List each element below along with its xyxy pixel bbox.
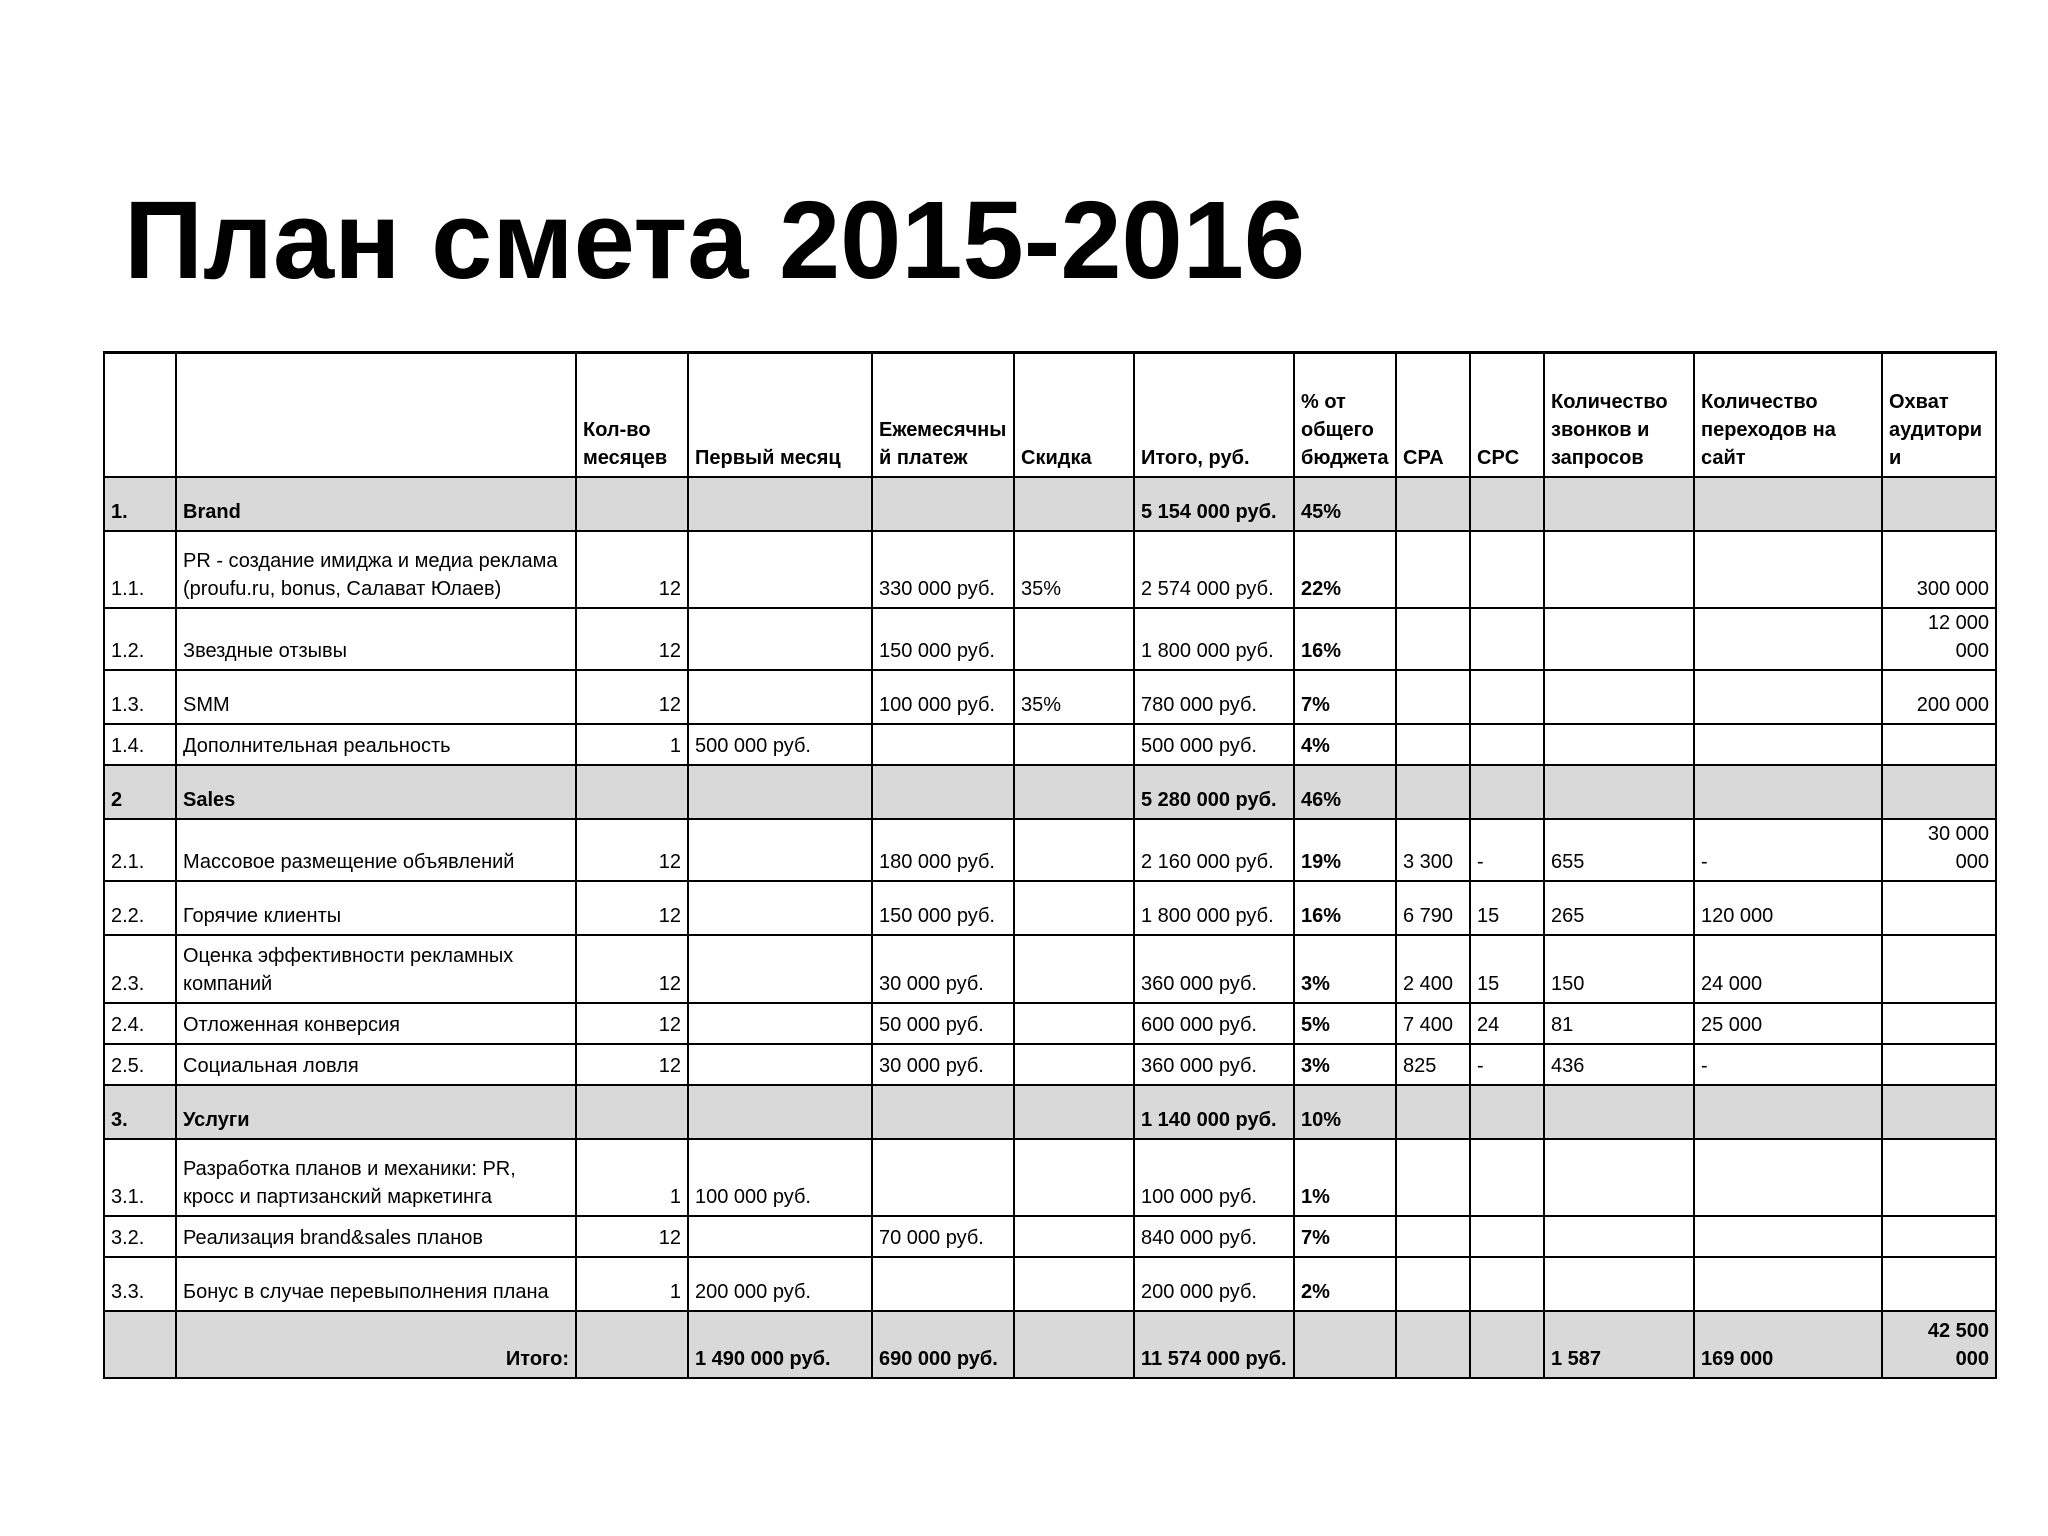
cell-monthly-payment: 50 000 руб. (872, 1003, 1014, 1044)
cell-monthly-payment: 150 000 руб. (872, 608, 1014, 670)
cell-number: 1.3. (104, 670, 176, 724)
cell-total: 840 000 руб. (1134, 1216, 1294, 1257)
cell-monthly-payment (872, 765, 1014, 819)
budget-table (103, 351, 1997, 1379)
cell-discount (1014, 1257, 1134, 1311)
cell-budget-share: 16% (1294, 608, 1396, 670)
cell-budget-share: 3% (1294, 935, 1396, 1003)
cell-cpc (1470, 724, 1544, 765)
cell-item: Реализация brand&sales планов (176, 1216, 576, 1257)
cell-discount (1014, 881, 1134, 935)
cell-first-month (688, 935, 872, 1003)
cell-site-visits: 169 000 (1694, 1311, 1882, 1378)
cell-total: 600 000 руб. (1134, 1003, 1294, 1044)
table-row (104, 1139, 1996, 1216)
column-header-item (176, 353, 576, 477)
cell-budget-share: 2% (1294, 1257, 1396, 1311)
column-header-monthly-payment: Ежемесячный платеж (872, 353, 1014, 477)
cell-cpa (1396, 724, 1470, 765)
cell-number: 1.1. (104, 531, 176, 608)
cell-item: Итого: (176, 1311, 576, 1378)
cell-site-visits: - (1694, 1044, 1882, 1085)
cell-budget-share: 3% (1294, 1044, 1396, 1085)
cell-discount (1014, 1003, 1134, 1044)
cell-monthly-payment: 180 000 руб. (872, 819, 1014, 881)
cell-budget-share (1294, 1311, 1396, 1378)
cell-cpa (1396, 1139, 1470, 1216)
column-header-first-month: Первый месяц (688, 353, 872, 477)
cell-item: PR - создание имиджа и медиа реклама (proufu.ru, bonus, Салават Юлаев) (176, 531, 576, 608)
cell-total: 360 000 руб. (1134, 935, 1294, 1003)
table-row (104, 1044, 1996, 1085)
cell-cpc: - (1470, 819, 1544, 881)
cell-monthly-payment: 30 000 руб. (872, 1044, 1014, 1085)
cell-monthly-payment (872, 477, 1014, 531)
cell-number: 1. (104, 477, 176, 531)
column-header-months: Кол-во месяцев (576, 353, 688, 477)
cell-site-visits: 120 000 (1694, 881, 1882, 935)
header-row (104, 353, 1996, 477)
cell-audience-reach: 200 000 (1882, 670, 1996, 724)
section-row (104, 765, 1996, 819)
cell-discount (1014, 819, 1134, 881)
column-header-cpa: CPA (1396, 353, 1470, 477)
cell-cpc (1470, 531, 1544, 608)
cell-discount (1014, 1085, 1134, 1139)
cell-budget-share: 7% (1294, 670, 1396, 724)
cell-first-month (688, 670, 872, 724)
cell-cpa (1396, 765, 1470, 819)
cell-cpa (1396, 670, 1470, 724)
cell-total: 1 800 000 руб. (1134, 608, 1294, 670)
cell-discount (1014, 477, 1134, 531)
cell-budget-share: 16% (1294, 881, 1396, 935)
cell-first-month: 200 000 руб. (688, 1257, 872, 1311)
cell-cpc: 24 (1470, 1003, 1544, 1044)
cell-site-visits (1694, 1257, 1882, 1311)
cell-cpc (1470, 765, 1544, 819)
cell-audience-reach (1882, 724, 1996, 765)
table-row (104, 881, 1996, 935)
cell-total: 2 160 000 руб. (1134, 819, 1294, 881)
cell-calls: 655 (1544, 819, 1694, 881)
cell-cpa: 6 790 (1396, 881, 1470, 935)
cell-cpc: 15 (1470, 935, 1544, 1003)
cell-audience-reach: 12 000 000 (1882, 608, 1996, 670)
cell-site-visits (1694, 670, 1882, 724)
cell-number: 3. (104, 1085, 176, 1139)
cell-item: Дополнительная реальность (176, 724, 576, 765)
cell-site-visits (1694, 1139, 1882, 1216)
cell-first-month (688, 1085, 872, 1139)
cell-cpa: 825 (1396, 1044, 1470, 1085)
cell-discount (1014, 1311, 1134, 1378)
cell-first-month (688, 881, 872, 935)
cell-calls: 436 (1544, 1044, 1694, 1085)
cell-calls (1544, 608, 1694, 670)
cell-audience-reach: 30 000 000 (1882, 819, 1996, 881)
cell-first-month (688, 477, 872, 531)
cell-budget-share: 19% (1294, 819, 1396, 881)
table-row (104, 1003, 1996, 1044)
cell-first-month (688, 819, 872, 881)
cell-cpc (1470, 670, 1544, 724)
cell-total: 200 000 руб. (1134, 1257, 1294, 1311)
cell-site-visits (1694, 477, 1882, 531)
cell-discount: 35% (1014, 531, 1134, 608)
cell-calls: 81 (1544, 1003, 1694, 1044)
cell-audience-reach (1882, 881, 1996, 935)
cell-months (576, 477, 688, 531)
cell-audience-reach (1882, 1257, 1996, 1311)
cell-number: 3.2. (104, 1216, 176, 1257)
cell-number: 3.3. (104, 1257, 176, 1311)
cell-audience-reach (1882, 1003, 1996, 1044)
cell-total: 11 574 000 руб. (1134, 1311, 1294, 1378)
cell-item: Услуги (176, 1085, 576, 1139)
cell-item: Разработка планов и механики: PR, кросс и партизанский маркетинга (176, 1139, 576, 1216)
cell-number: 1.2. (104, 608, 176, 670)
cell-calls (1544, 670, 1694, 724)
cell-first-month: 1 490 000 руб. (688, 1311, 872, 1378)
total-row (104, 1311, 1996, 1378)
cell-first-month (688, 765, 872, 819)
cell-calls (1544, 1216, 1694, 1257)
cell-audience-reach (1882, 477, 1996, 531)
cell-number: 2.2. (104, 881, 176, 935)
cell-audience-reach (1882, 935, 1996, 1003)
cell-item: Горячие клиенты (176, 881, 576, 935)
cell-first-month (688, 1003, 872, 1044)
cell-calls: 265 (1544, 881, 1694, 935)
cell-cpa: 7 400 (1396, 1003, 1470, 1044)
cell-calls (1544, 477, 1694, 531)
cell-first-month (688, 531, 872, 608)
cell-audience-reach (1882, 1044, 1996, 1085)
cell-monthly-payment: 30 000 руб. (872, 935, 1014, 1003)
cell-item: Brand (176, 477, 576, 531)
cell-number: 2 (104, 765, 176, 819)
cell-total: 5 280 000 руб. (1134, 765, 1294, 819)
cell-cpa: 3 300 (1396, 819, 1470, 881)
cell-item: Звездные отзывы (176, 608, 576, 670)
cell-months: 12 (576, 819, 688, 881)
table-row (104, 608, 1996, 670)
cell-discount (1014, 608, 1134, 670)
cell-cpc (1470, 477, 1544, 531)
cell-calls (1544, 531, 1694, 608)
cell-site-visits (1694, 608, 1882, 670)
cell-calls: 1 587 (1544, 1311, 1694, 1378)
page-title: План смета 2015-2016 (124, 179, 1306, 302)
cell-cpc (1470, 608, 1544, 670)
cell-monthly-payment: 70 000 руб. (872, 1216, 1014, 1257)
cell-budget-share: 22% (1294, 531, 1396, 608)
cell-monthly-payment: 150 000 руб. (872, 881, 1014, 935)
column-header-budget-share: % от общего бюджета (1294, 353, 1396, 477)
cell-months: 12 (576, 1216, 688, 1257)
cell-budget-share: 7% (1294, 1216, 1396, 1257)
cell-monthly-payment (872, 724, 1014, 765)
section-row (104, 1085, 1996, 1139)
cell-first-month: 500 000 руб. (688, 724, 872, 765)
cell-total: 780 000 руб. (1134, 670, 1294, 724)
cell-calls (1544, 1139, 1694, 1216)
cell-item: Бонус в случае перевыполнения плана (176, 1257, 576, 1311)
cell-site-visits (1694, 724, 1882, 765)
cell-item: Отложенная конверсия (176, 1003, 576, 1044)
cell-months: 12 (576, 531, 688, 608)
table-body (104, 477, 1996, 1378)
cell-months (576, 765, 688, 819)
cell-cpc: - (1470, 1044, 1544, 1085)
cell-item: Социальная ловля (176, 1044, 576, 1085)
cell-number: 2.1. (104, 819, 176, 881)
table-row (104, 935, 1996, 1003)
cell-discount (1014, 765, 1134, 819)
cell-discount (1014, 724, 1134, 765)
section-row (104, 477, 1996, 531)
cell-cpa (1396, 1085, 1470, 1139)
cell-monthly-payment (872, 1257, 1014, 1311)
cell-item: Массовое размещение объявлений (176, 819, 576, 881)
cell-number (104, 1311, 176, 1378)
cell-number: 3.1. (104, 1139, 176, 1216)
cell-item: Оценка эффективности рекламных компаний (176, 935, 576, 1003)
cell-cpa (1396, 531, 1470, 608)
table-row (104, 819, 1996, 881)
cell-cpc (1470, 1139, 1544, 1216)
cell-cpa: 2 400 (1396, 935, 1470, 1003)
cell-total: 500 000 руб. (1134, 724, 1294, 765)
cell-calls (1544, 724, 1694, 765)
cell-monthly-payment: 690 000 руб. (872, 1311, 1014, 1378)
cell-audience-reach (1882, 1085, 1996, 1139)
cell-number: 2.3. (104, 935, 176, 1003)
cell-discount (1014, 1044, 1134, 1085)
cell-months: 1 (576, 1139, 688, 1216)
column-header-total: Итого, руб. (1134, 353, 1294, 477)
cell-total: 1 800 000 руб. (1134, 881, 1294, 935)
cell-number: 2.5. (104, 1044, 176, 1085)
cell-total: 2 574 000 руб. (1134, 531, 1294, 608)
cell-number: 1.4. (104, 724, 176, 765)
cell-months (576, 1311, 688, 1378)
table-row (104, 531, 1996, 608)
cell-months: 1 (576, 1257, 688, 1311)
cell-budget-share: 46% (1294, 765, 1396, 819)
cell-first-month: 100 000 руб. (688, 1139, 872, 1216)
cell-cpa (1396, 1311, 1470, 1378)
cell-site-visits (1694, 1085, 1882, 1139)
cell-cpa (1396, 477, 1470, 531)
cell-months: 12 (576, 935, 688, 1003)
cell-calls: 150 (1544, 935, 1694, 1003)
cell-cpc (1470, 1085, 1544, 1139)
table-row (104, 724, 1996, 765)
cell-audience-reach: 300 000 (1882, 531, 1996, 608)
cell-item: Sales (176, 765, 576, 819)
cell-discount (1014, 1216, 1134, 1257)
column-header-number (104, 353, 176, 477)
cell-budget-share: 45% (1294, 477, 1396, 531)
column-header-site-visits: Количество переходов на сайт (1694, 353, 1882, 477)
cell-item: SMM (176, 670, 576, 724)
cell-first-month (688, 1044, 872, 1085)
cell-site-visits (1694, 531, 1882, 608)
cell-budget-share: 1% (1294, 1139, 1396, 1216)
column-header-calls: Количество звонков и запросов (1544, 353, 1694, 477)
cell-months: 12 (576, 881, 688, 935)
column-header-discount: Скидка (1014, 353, 1134, 477)
cell-monthly-payment (872, 1139, 1014, 1216)
cell-calls (1544, 1257, 1694, 1311)
cell-site-visits: 24 000 (1694, 935, 1882, 1003)
cell-cpc (1470, 1216, 1544, 1257)
cell-audience-reach (1882, 1216, 1996, 1257)
cell-cpa (1396, 608, 1470, 670)
cell-cpc (1470, 1257, 1544, 1311)
cell-months: 12 (576, 608, 688, 670)
cell-cpa (1396, 1257, 1470, 1311)
cell-calls (1544, 765, 1694, 819)
cell-first-month (688, 1216, 872, 1257)
cell-site-visits (1694, 1216, 1882, 1257)
cell-monthly-payment: 100 000 руб. (872, 670, 1014, 724)
cell-budget-share: 4% (1294, 724, 1396, 765)
cell-months: 12 (576, 670, 688, 724)
cell-monthly-payment (872, 1085, 1014, 1139)
cell-audience-reach: 42 500 000 (1882, 1311, 1996, 1378)
table-row (104, 670, 1996, 724)
cell-number: 2.4. (104, 1003, 176, 1044)
cell-months: 12 (576, 1044, 688, 1085)
cell-total: 1 140 000 руб. (1134, 1085, 1294, 1139)
cell-months: 1 (576, 724, 688, 765)
cell-monthly-payment: 330 000 руб. (872, 531, 1014, 608)
cell-months (576, 1085, 688, 1139)
cell-discount (1014, 1139, 1134, 1216)
column-header-cpc: CPC (1470, 353, 1544, 477)
cell-budget-share: 10% (1294, 1085, 1396, 1139)
cell-site-visits: 25 000 (1694, 1003, 1882, 1044)
cell-site-visits (1694, 765, 1882, 819)
cell-site-visits: - (1694, 819, 1882, 881)
column-header-audience-reach: Охват аудитории (1882, 353, 1996, 477)
cell-cpc (1470, 1311, 1544, 1378)
cell-budget-share: 5% (1294, 1003, 1396, 1044)
cell-discount (1014, 935, 1134, 1003)
cell-discount: 35% (1014, 670, 1134, 724)
cell-total: 100 000 руб. (1134, 1139, 1294, 1216)
table-row (104, 1257, 1996, 1311)
cell-total: 5 154 000 руб. (1134, 477, 1294, 531)
cell-audience-reach (1882, 1139, 1996, 1216)
cell-total: 360 000 руб. (1134, 1044, 1294, 1085)
cell-calls (1544, 1085, 1694, 1139)
cell-cpa (1396, 1216, 1470, 1257)
cell-months: 12 (576, 1003, 688, 1044)
cell-first-month (688, 608, 872, 670)
cell-cpc: 15 (1470, 881, 1544, 935)
table-row (104, 1216, 1996, 1257)
cell-audience-reach (1882, 765, 1996, 819)
